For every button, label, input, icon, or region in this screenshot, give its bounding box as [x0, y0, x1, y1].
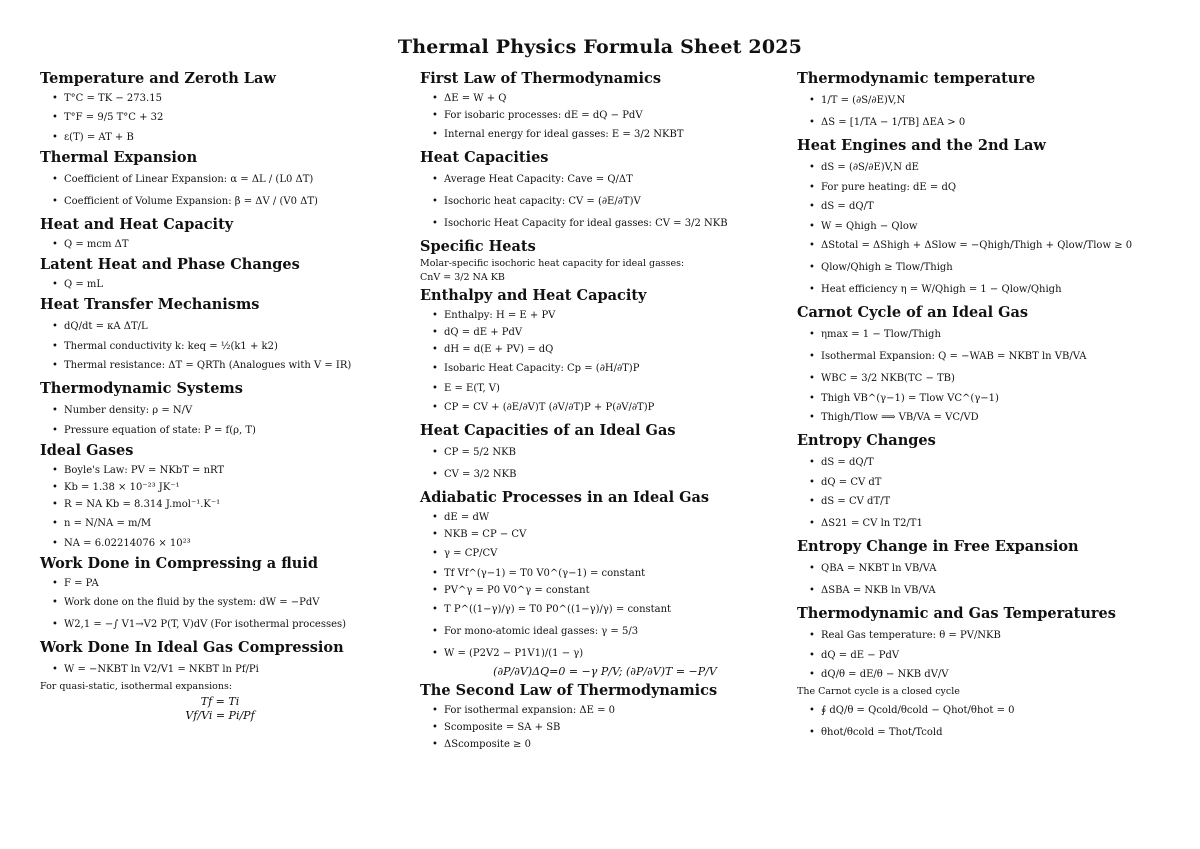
formula-item: • Boyle's Law: PV = NKbT = nRT [64, 462, 400, 479]
formula-item: • Work done on the fluid by the system: dW = −PdV [64, 592, 400, 614]
formula-item: • ΔScomposite ≥ 0 [444, 736, 790, 753]
formula-item: • dS = CV dT/T [821, 491, 1157, 513]
formula-item: • dQ/dt = κA ΔT/L [64, 316, 400, 338]
section-heading: Heat and Heat Capacity [40, 216, 234, 233]
formula-item: • Heat efficiency η = W/Qhigh = 1 − Qlow/Qhigh [821, 279, 1157, 301]
section-heading: Heat Capacities [420, 149, 549, 166]
formula-item: • dQ = dE + PdV [444, 324, 790, 341]
formula-item: • ΔS21 = CV ln T2/T1 [821, 513, 1157, 535]
section-heading: Thermodynamic and Gas Temperatures [797, 605, 1116, 622]
formula-item: • For isothermal expansion: ΔE = 0 [444, 702, 790, 719]
formula-list [420, 702, 790, 753]
formula-item: • T°C = TK − 273.15 [64, 90, 400, 107]
section-heading: Heat Transfer Mechanisms [40, 296, 260, 313]
formula-item: • CV = 3/2 NKB [444, 464, 790, 486]
centered-equation: Tf = Ti [200, 695, 240, 708]
formula-section [797, 304, 1157, 429]
formula-list [420, 307, 790, 419]
section-heading: Specific Heats [420, 238, 536, 255]
formula-item: • dS = dQ/T [821, 196, 1157, 218]
formula-item: • dS = dQ/T [821, 452, 1157, 474]
formula-list [420, 509, 790, 665]
formula-list [40, 575, 400, 636]
formula-item: • R = NA Kb = 8.314 J.mol⁻¹.K⁻¹ [64, 496, 400, 513]
formula-item: • For pure heating: dE = dQ [821, 179, 1157, 196]
formula-item: • θhot/θcold = Thot/Tcold [821, 722, 1157, 744]
formula-item: • CP = CV + (∂E/∂V)T (∂V/∂T)P + P(∂V/∂T)P [444, 397, 790, 419]
section-heading: Thermodynamic Systems [40, 380, 243, 397]
formula-item: • W2,1 = −∫ V1→V2 P(T, V)dV (For isothermal processes) [64, 614, 400, 636]
formula-item: • γ = CP/CV [444, 543, 790, 565]
formula-section [420, 682, 790, 753]
formula-item: • dQ = dE − PdV [821, 647, 1157, 664]
formula-item: • Enthalpy: H = E + PV [444, 307, 790, 324]
formula-item: • Isothermal Expansion: Q = −WAB = NKBT ln VB/VA [821, 346, 1157, 368]
formula-item: • Isochoric Heat Capacity for ideal gasses: CV = 3/2 NKB [444, 213, 790, 235]
formula-item: • Isochoric heat capacity: CV = (∂E/∂T)V [444, 191, 790, 213]
formula-item: • T P^((1−γ)/γ) = T0 P0^((1−γ)/γ) = constant [444, 599, 790, 621]
formula-item: • Q = mcm ΔT [64, 236, 400, 253]
section-heading: The Second Law of Thermodynamics [420, 682, 718, 699]
formula-list [40, 276, 400, 293]
formula-item: • Thermal resistance: ΔT = QRTh (Analogues with V = IR) [64, 355, 400, 377]
formula-item: • W = (P2V2 − P1V1)/(1 − γ) [444, 643, 790, 665]
formula-item: • ηmax = 1 − Tlow/Thigh [821, 324, 1157, 346]
section-heading: Heat Engines and the 2nd Law [797, 137, 1046, 154]
formula-section [40, 296, 400, 377]
formula-section [420, 238, 790, 284]
formula-item: • W = −NKBT ln V2/V1 = NKBT ln Pf/Pi [64, 659, 400, 681]
formula-section [40, 555, 400, 636]
formula-item: • NA = 6.02214076 × 10²³ [64, 535, 400, 552]
section-heading: Thermal Expansion [40, 149, 198, 166]
formula-item: • 1/T = (∂S/∂E)V,N [821, 90, 1157, 112]
column-left [40, 70, 400, 726]
formula-section [40, 149, 400, 213]
formula-item: • Coefficient of Linear Expansion: α = ΔL / (L0 ΔT) [64, 169, 400, 191]
formula-list [797, 700, 1157, 744]
centered-equation: (∂P/∂V)ΔQ=0 = −γ P/V; (∂P/∂V)T = −P/V [493, 665, 717, 678]
column-middle [420, 70, 790, 756]
formula-list [797, 625, 1157, 686]
section-heading: Entropy Changes [797, 432, 936, 449]
formula-item: • Real Gas temperature: θ = PV/NKB [821, 625, 1157, 647]
formula-section [797, 70, 1157, 134]
formula-item: • Scomposite = SA + SB [444, 719, 790, 736]
formula-item: • ∮ dQ/θ = Qcold/θcold − Qhot/θhot = 0 [821, 700, 1157, 722]
formula-item: • dE = dW [444, 509, 790, 526]
formula-section [40, 442, 400, 552]
formula-item: • Tf Vf^(γ−1) = T0 V0^(γ−1) = constant [444, 565, 790, 582]
formula-section [797, 432, 1157, 535]
formula-item: • ΔE = W + Q [444, 90, 790, 107]
formula-item: • dQ = CV dT [821, 474, 1157, 491]
formula-item: • Thigh/Tlow ⟹ VB/VA = VC/VD [821, 407, 1157, 429]
formula-list [797, 90, 1157, 134]
formula-item: • E = E(T, V) [444, 380, 790, 397]
formula-list [40, 659, 400, 681]
section-heading: Work Done in Compressing a fluid [40, 555, 318, 572]
section-note: CnV = 3/2 NA KB [420, 272, 505, 283]
section-heading: Heat Capacities of an Ideal Gas [420, 422, 676, 439]
section-heading: First Law of Thermodynamics [420, 70, 661, 87]
formula-item: • PV^γ = P0 V0^γ = constant [444, 582, 790, 599]
formula-item: • Q = mL [64, 276, 400, 293]
formula-item: • Thigh VB^(γ−1) = Tlow VC^(γ−1) [821, 390, 1157, 407]
formula-item: • Internal energy for ideal gasses: E = 3/2 NKBT [444, 124, 790, 146]
section-heading: Ideal Gases [40, 442, 134, 459]
formula-item: • For mono-atomic ideal gasses: γ = 5/3 [444, 621, 790, 643]
formula-section [40, 216, 400, 253]
formula-item: • ΔStotal = ΔShigh + ΔSlow = −Qhigh/Thigh + Qlow/Tlow ≥ 0 [821, 235, 1157, 257]
formula-item: • ε(T) = AT + B [64, 129, 400, 146]
formula-list [40, 169, 400, 213]
column-right [797, 70, 1157, 747]
formula-item: • dQ/θ = dE/θ − NKB dV/V [821, 664, 1157, 686]
formula-section [40, 70, 400, 146]
formula-list [40, 462, 400, 552]
formula-item: • WBC = 3/2 NKB(TC − TB) [821, 368, 1157, 390]
formula-item: • W = Qhigh − Qlow [821, 218, 1157, 235]
formula-section [40, 380, 400, 439]
formula-list [420, 90, 790, 146]
formula-section [40, 256, 400, 293]
formula-item: • ΔS = [1/TA − 1/TB] ΔEA > 0 [821, 112, 1157, 134]
formula-item: • NKB = CP − CV [444, 526, 790, 543]
formula-section [797, 538, 1157, 602]
formula-list [40, 316, 400, 377]
formula-list [40, 90, 400, 146]
formula-item: • dH = d(E + PV) = dQ [444, 341, 790, 358]
formula-list [420, 442, 790, 486]
formula-section [420, 70, 790, 146]
page-title: Thermal Physics Formula Sheet 2025 [397, 36, 803, 58]
formula-item: • QBA = NKBT ln VB/VA [821, 558, 1157, 580]
formula-section [420, 489, 790, 679]
formula-item: • Average Heat Capacity: Cave = Q/ΔT [444, 169, 790, 191]
formula-item: • Kb = 1.38 × 10⁻²³ JK⁻¹ [64, 479, 400, 496]
section-heading: Entropy Change in Free Expansion [797, 538, 1079, 555]
formula-list [797, 157, 1157, 301]
formula-section [420, 422, 790, 486]
formula-item: • F = PA [64, 575, 400, 592]
formula-item: • Thermal conductivity k: keq = ½(k1 + k2) [64, 338, 400, 355]
formula-item: • Isobaric Heat Capacity: Cp = (∂H/∂T)P [444, 358, 790, 380]
section-note: Molar-specific isochoric heat capacity for ideal gasses: [420, 258, 685, 269]
section-heading: Thermodynamic temperature [797, 70, 1036, 87]
formula-item: • T°F = 9/5 T°C + 32 [64, 107, 400, 129]
formula-item: • Number density: ρ = N/V [64, 400, 400, 422]
section-note: The Carnot cycle is a closed cycle [797, 686, 960, 697]
section-heading: Temperature and Zeroth Law [40, 70, 276, 87]
formula-item: • Coefficient of Volume Expansion: β = ΔV / (V0 ΔT) [64, 191, 400, 213]
formula-item: • ΔSBA = NKB ln VB/VA [821, 580, 1157, 602]
formula-list [797, 324, 1157, 429]
formula-section [797, 605, 1157, 744]
formula-list [40, 400, 400, 439]
formula-item: • dS = (∂S/∂E)V,N dE [821, 157, 1157, 179]
formula-list [797, 452, 1157, 535]
section-heading: Latent Heat and Phase Changes [40, 256, 300, 273]
formula-list [40, 236, 400, 253]
centered-equation: Vf/Vi = Pi/Pf [185, 709, 255, 722]
formula-list [797, 558, 1157, 602]
formula-section [40, 639, 400, 723]
formula-section [420, 149, 790, 235]
section-heading: Adiabatic Processes in an Ideal Gas [420, 489, 710, 506]
section-heading: Work Done In Ideal Gas Compression [40, 639, 344, 656]
formula-item: • CP = 5/2 NKB [444, 442, 790, 464]
formula-item: • Pressure equation of state: P = f(ρ, T) [64, 422, 400, 439]
formula-item: • Qlow/Qhigh ≥ Tlow/Thigh [821, 257, 1157, 279]
formula-section [797, 137, 1157, 301]
formula-item: • n = N/NA = m/M [64, 513, 400, 535]
formula-section [420, 287, 790, 419]
formula-item: • For isobaric processes: dE = dQ − PdV [444, 107, 790, 124]
section-note: For quasi-static, isothermal expansions: [40, 681, 233, 692]
formula-list [420, 169, 790, 235]
section-heading: Enthalpy and Heat Capacity [420, 287, 647, 304]
section-heading: Carnot Cycle of an Ideal Gas [797, 304, 1029, 321]
